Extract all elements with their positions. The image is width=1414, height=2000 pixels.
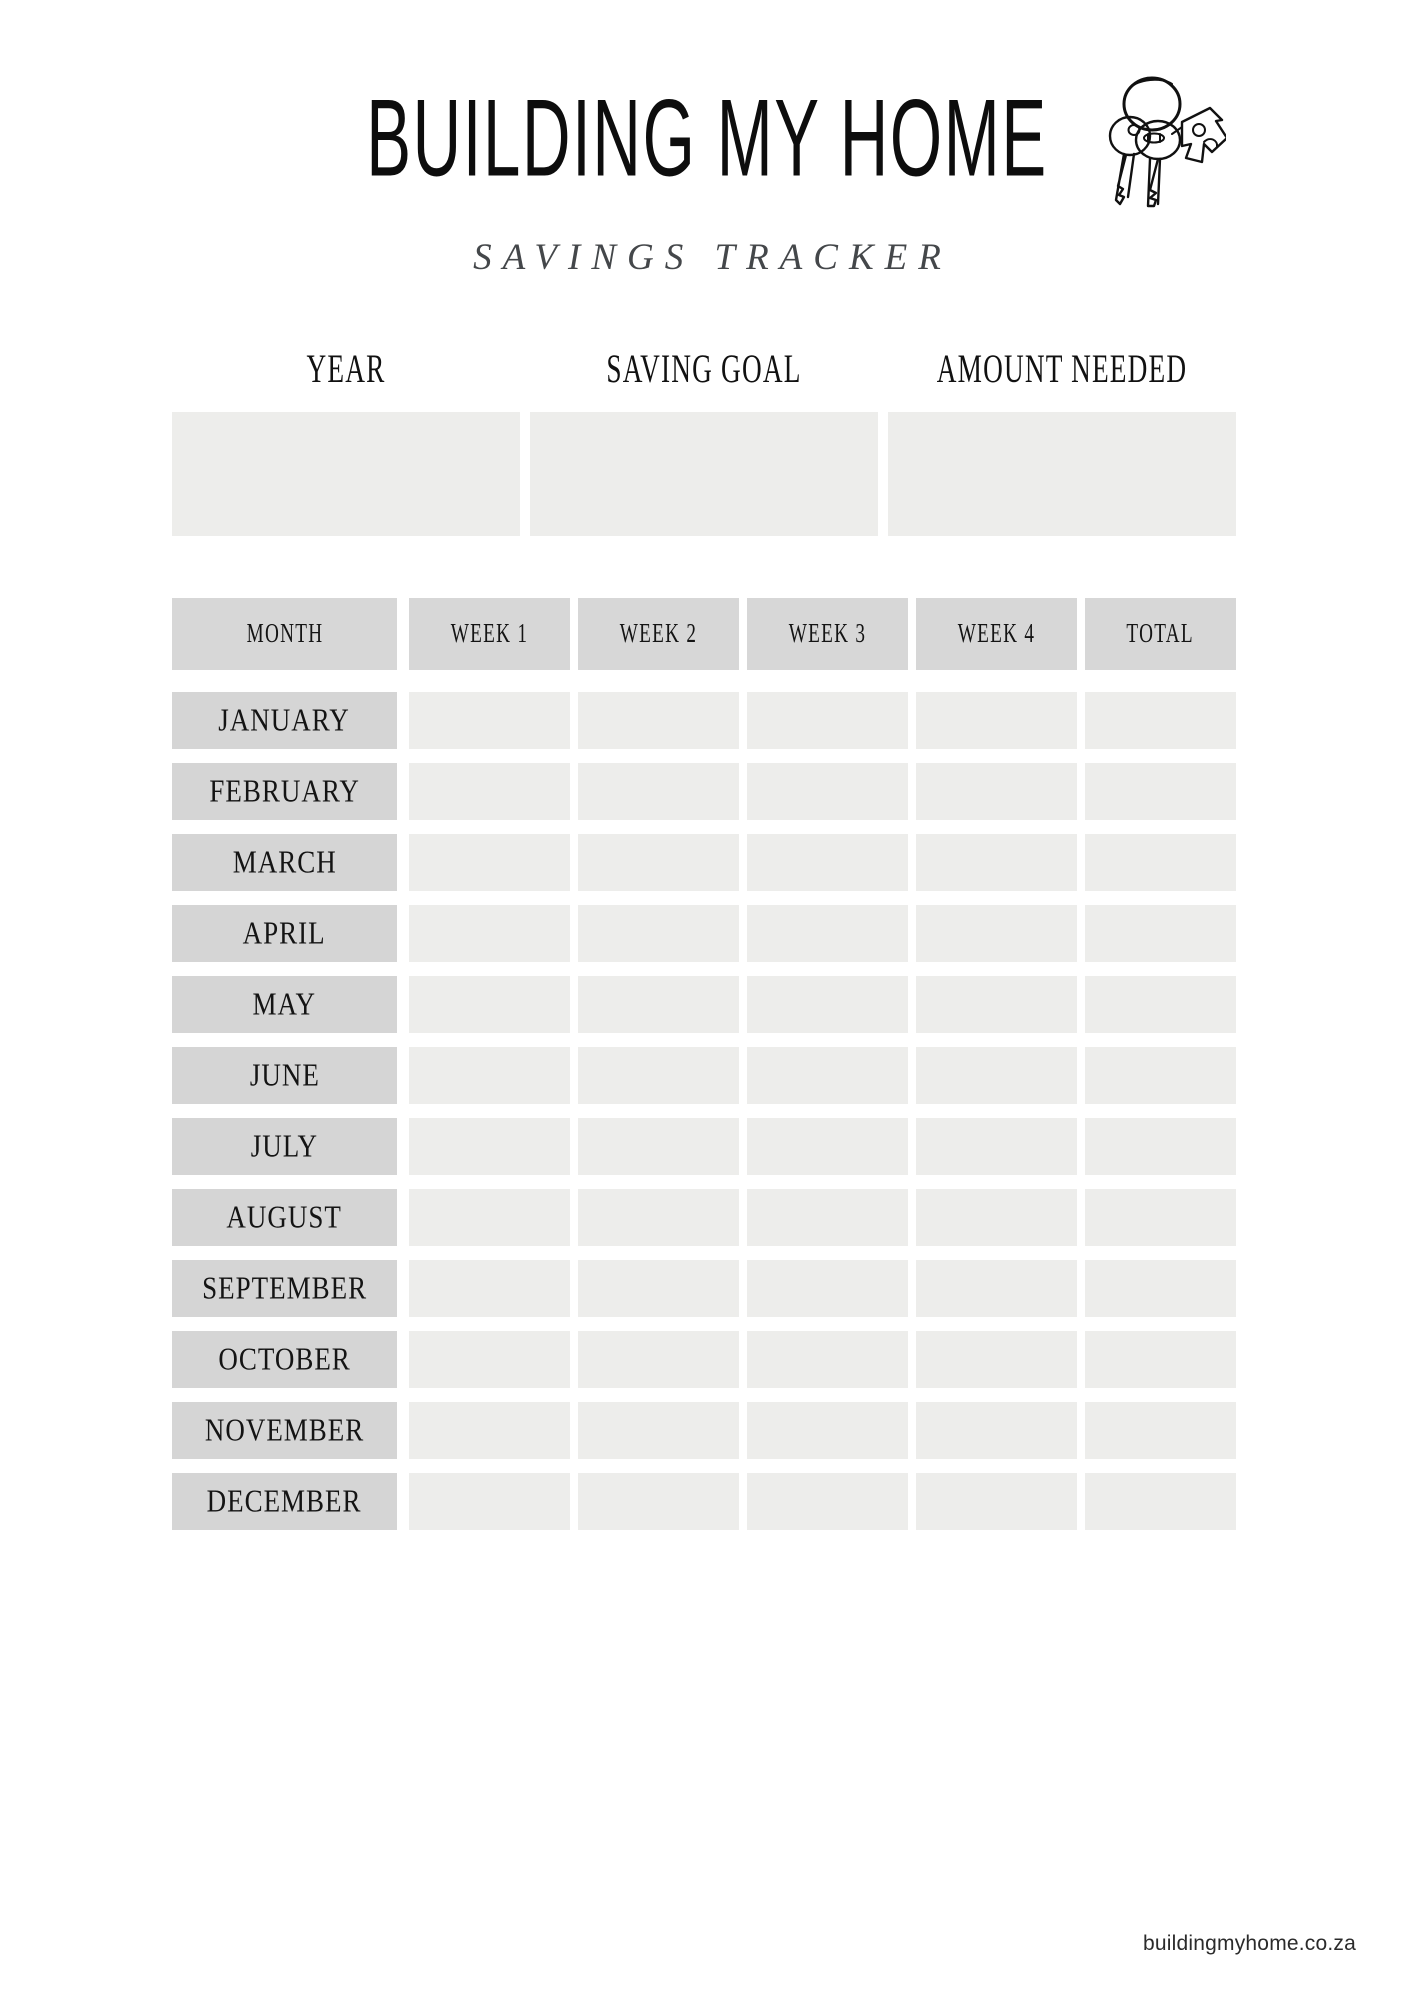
table-body: [172, 692, 1236, 1530]
month-label-cell: [172, 1473, 397, 1530]
entry-cell-week4[interactable]: [916, 1118, 1077, 1175]
entry-cell-week3[interactable]: [747, 1189, 908, 1246]
entry-cell-week2[interactable]: [578, 1331, 739, 1388]
month-label-cell: [172, 1047, 397, 1104]
column-header-total-label: TOTAL: [1126, 618, 1195, 649]
table-row: [172, 1047, 1236, 1104]
entry-cell-week2[interactable]: [578, 976, 739, 1033]
column-header-month: [172, 598, 397, 670]
entry-cell-week4[interactable]: [916, 905, 1077, 962]
entry-cell-week1[interactable]: [409, 1189, 570, 1246]
entry-cell-total[interactable]: [1085, 1473, 1236, 1530]
entry-cell-week4[interactable]: [916, 834, 1077, 891]
month-label: AUGUST: [226, 1199, 343, 1235]
column-header-week4: [916, 598, 1077, 670]
entry-cell-total[interactable]: [1085, 692, 1236, 749]
entry-cell-week1[interactable]: [409, 976, 570, 1033]
entry-cell-week4[interactable]: [916, 1047, 1077, 1104]
month-label-cell: [172, 1118, 397, 1175]
month-label: MARCH: [232, 844, 337, 880]
savings-tracker-table: [172, 598, 1236, 1544]
month-label-cell: [172, 834, 397, 891]
entry-cell-week3[interactable]: [747, 1047, 908, 1104]
entry-cell-week2[interactable]: [578, 1402, 739, 1459]
entry-cell-total[interactable]: [1085, 1331, 1236, 1388]
month-label: JULY: [250, 1128, 319, 1164]
entry-cell-week4[interactable]: [916, 976, 1077, 1033]
month-label: JUNE: [249, 1057, 320, 1093]
month-label: JANUARY: [218, 702, 351, 738]
table-row: [172, 1402, 1236, 1459]
entry-cell-week2[interactable]: [578, 1260, 739, 1317]
entry-cell-week3[interactable]: [747, 1473, 908, 1530]
entry-cell-week1[interactable]: [409, 905, 570, 962]
entry-cell-week1[interactable]: [409, 1473, 570, 1530]
month-label-cell: [172, 905, 397, 962]
entry-cell-total[interactable]: [1085, 905, 1236, 962]
entry-cell-week4[interactable]: [916, 1331, 1077, 1388]
entry-cell-week3[interactable]: [747, 1118, 908, 1175]
month-label-cell: [172, 976, 397, 1033]
page-header: [0, 0, 1414, 320]
entry-cell-total[interactable]: [1085, 1118, 1236, 1175]
entry-cell-week3[interactable]: [747, 692, 908, 749]
entry-cell-week4[interactable]: [916, 1189, 1077, 1246]
month-label-cell: [172, 763, 397, 820]
column-header-week3: [747, 598, 908, 670]
entry-cell-total[interactable]: [1085, 1260, 1236, 1317]
column-header-week1: [409, 598, 570, 670]
table-row: [172, 1189, 1236, 1246]
entry-cell-week3[interactable]: [747, 834, 908, 891]
entry-cell-week1[interactable]: [409, 1402, 570, 1459]
month-label-cell: [172, 692, 397, 749]
month-label: MAY: [252, 986, 317, 1022]
entry-cell-total[interactable]: [1085, 834, 1236, 891]
entry-cell-week4[interactable]: [916, 1402, 1077, 1459]
entry-cell-total[interactable]: [1085, 1047, 1236, 1104]
field-year-input[interactable]: [172, 412, 520, 536]
entry-cell-week2[interactable]: [578, 905, 739, 962]
column-header-week3-label: WEEK 3: [788, 618, 867, 649]
month-label-cell: [172, 1189, 397, 1246]
table-row: [172, 976, 1236, 1033]
table-row: [172, 1260, 1236, 1317]
footer-website: buildingmyhome.co.za: [1143, 1932, 1356, 1955]
column-header-week2-label: WEEK 2: [619, 618, 698, 649]
table-row: [172, 1473, 1236, 1530]
month-label: NOVEMBER: [204, 1412, 365, 1448]
page-subtitle: SAVINGS TRACKER: [473, 237, 952, 278]
entry-cell-week2[interactable]: [578, 763, 739, 820]
entry-cell-week1[interactable]: [409, 692, 570, 749]
month-label-cell: [172, 1331, 397, 1388]
field-saving-goal-label: SAVING GOAL: [606, 345, 802, 392]
entry-cell-week1[interactable]: [409, 834, 570, 891]
field-year-label: YEAR: [306, 345, 386, 392]
entry-cell-week3[interactable]: [747, 976, 908, 1033]
entry-cell-week3[interactable]: [747, 1402, 908, 1459]
entry-cell-week2[interactable]: [578, 1189, 739, 1246]
entry-cell-week2[interactable]: [578, 834, 739, 891]
entry-cell-week2[interactable]: [578, 692, 739, 749]
column-header-month-label: MONTH: [246, 618, 323, 649]
month-label: APRIL: [243, 915, 326, 951]
entry-cell-week3[interactable]: [747, 763, 908, 820]
table-row: [172, 1331, 1236, 1388]
entry-cell-week2[interactable]: [578, 1473, 739, 1530]
entry-cell-week1[interactable]: [409, 1260, 570, 1317]
entry-cell-week2[interactable]: [578, 1118, 739, 1175]
month-label-cell: [172, 1402, 397, 1459]
field-saving-goal-input[interactable]: [530, 412, 878, 536]
entry-cell-total[interactable]: [1085, 763, 1236, 820]
column-header-week1-label: WEEK 1: [450, 618, 529, 649]
table-row: [172, 905, 1236, 962]
entry-cell-week1[interactable]: [409, 1047, 570, 1104]
month-label: FEBRUARY: [209, 773, 360, 809]
column-header-week4-label: WEEK 4: [957, 618, 1036, 649]
entry-cell-week4[interactable]: [916, 1473, 1077, 1530]
entry-cell-week3[interactable]: [747, 1331, 908, 1388]
entry-cell-week4[interactable]: [916, 1260, 1077, 1317]
table-row: [172, 692, 1236, 749]
entry-cell-week3[interactable]: [747, 1260, 908, 1317]
house-keys-icon: [1086, 64, 1226, 209]
page-title: BUILDING MY HOME: [366, 76, 1048, 199]
month-label: SEPTEMBER: [202, 1270, 367, 1306]
entry-cell-week3[interactable]: [747, 905, 908, 962]
month-label: OCTOBER: [218, 1341, 351, 1377]
entry-cell-week4[interactable]: [916, 692, 1077, 749]
summary-fields: [172, 345, 1236, 558]
column-header-total: [1085, 598, 1236, 670]
entry-cell-total[interactable]: [1085, 1189, 1236, 1246]
entry-cell-week2[interactable]: [578, 1047, 739, 1104]
entry-cell-week1[interactable]: [409, 1331, 570, 1388]
column-header-week2: [578, 598, 739, 670]
month-label: DECEMBER: [207, 1483, 362, 1519]
field-amount-needed-label: AMOUNT NEEDED: [936, 345, 1188, 392]
entry-cell-week4[interactable]: [916, 763, 1077, 820]
table-row: [172, 1118, 1236, 1175]
table-row: [172, 834, 1236, 891]
entry-cell-week1[interactable]: [409, 763, 570, 820]
table-header-row: [172, 598, 1236, 670]
month-label-cell: [172, 1260, 397, 1317]
entry-cell-total[interactable]: [1085, 976, 1236, 1033]
entry-cell-total[interactable]: [1085, 1402, 1236, 1459]
field-amount-needed-input[interactable]: [888, 412, 1236, 536]
entry-cell-week1[interactable]: [409, 1118, 570, 1175]
table-row: [172, 763, 1236, 820]
